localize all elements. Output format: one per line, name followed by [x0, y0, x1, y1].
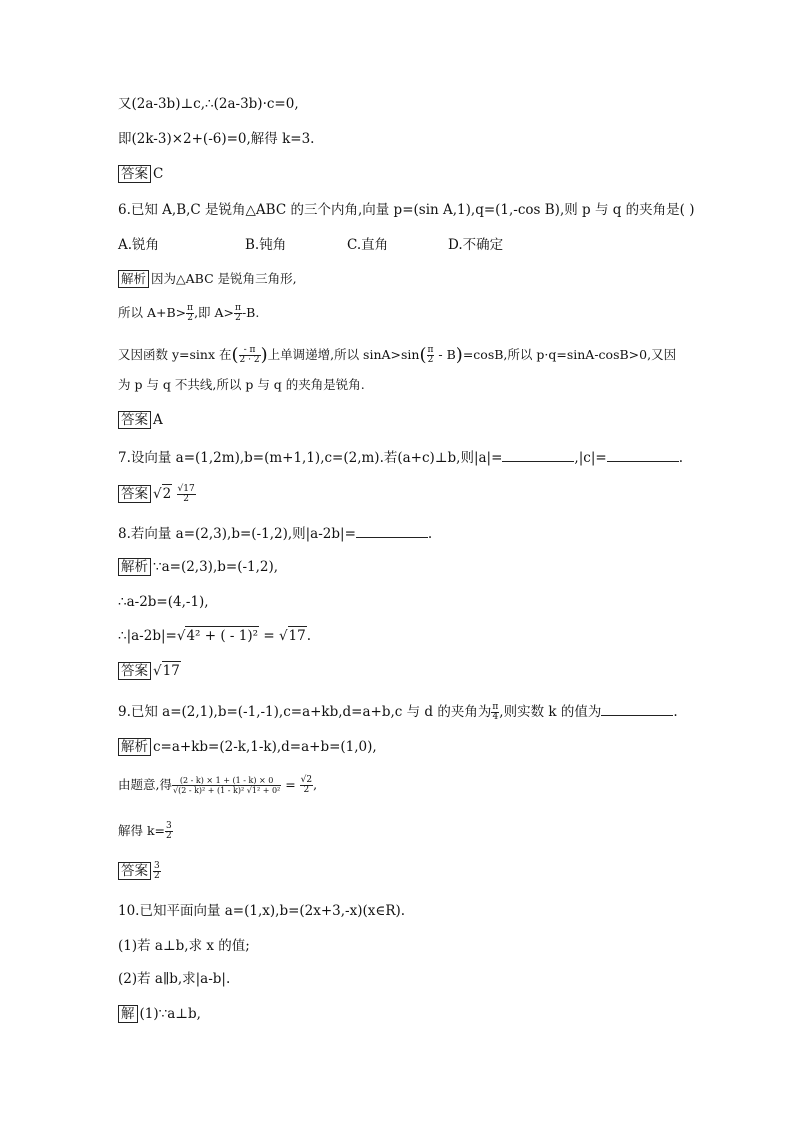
solution-line: 又(2a-3b)⊥c,∴(2a-3b)·c=0, — [118, 96, 299, 112]
denominator: 2 — [303, 785, 310, 795]
answer-row-8: 答案 √17 — [118, 661, 181, 680]
answer-label: 答案 — [118, 485, 151, 503]
text-segment: = — [259, 628, 279, 644]
radicand: 4² + ( - 1)² — [186, 628, 259, 644]
answer-row-9 — [118, 862, 161, 881]
fill-blank — [356, 525, 428, 538]
answer-label: 答案 — [118, 411, 151, 429]
solution-line: ∴|a-2b|=√4² + ( - 1)² = √17. — [118, 628, 312, 644]
text-segment: - B — [434, 347, 456, 362]
solution-line: c=a+kb=(2-k,1-k),d=a+b=(1,0), — [153, 739, 377, 755]
numerator: √2 — [300, 775, 313, 785]
text-segment: -B. — [241, 305, 260, 320]
numerator: π — [427, 345, 434, 355]
answer-label: 答案 — [118, 862, 151, 880]
numerator: (2 - k) × 1 + (1 - k) × 0 — [172, 776, 281, 786]
question-9 — [118, 703, 678, 722]
fraction — [172, 776, 281, 795]
numerator: 3 — [166, 821, 172, 831]
solution-line — [118, 776, 317, 795]
solution-row-9 — [118, 738, 377, 756]
answer-label: 答案 — [118, 165, 151, 183]
solution-label: 解析 — [118, 270, 149, 288]
text-segment: . — [673, 704, 678, 720]
numerator: π — [492, 702, 499, 712]
answer-row-7: 答案 √2 $\frac{√17}{2}$ — [118, 484, 196, 504]
numerator: - π — [239, 346, 261, 356]
text-segment: 上单调递增,所以 sinA>sin — [267, 347, 420, 362]
text-segment: 8.若向量 a=(2,3),b=(-1,2),则|a-2b|= — [118, 526, 356, 542]
denominator: 2 — [427, 355, 434, 365]
solution-line — [118, 304, 259, 323]
answer-value: 2 — [162, 486, 172, 502]
solution-line: 因为△ABC 是锐角三角形, — [151, 271, 297, 286]
text-segment: = — [281, 777, 300, 792]
option-a: A.锐角 — [118, 237, 160, 253]
fraction — [153, 862, 161, 881]
question-7 — [118, 449, 683, 467]
text-segment: , — [313, 777, 318, 792]
text-segment: =cosB,所以 p·q=sinA-cosB>0,又因 — [462, 347, 677, 362]
denominator: 2 — [235, 313, 241, 323]
fill-blank — [601, 703, 673, 716]
fraction — [239, 346, 261, 365]
solution-label: 解析 — [118, 738, 151, 756]
text-segment: . — [306, 628, 312, 644]
option-d: D.不确定 — [448, 237, 504, 253]
denominator: 2 — [187, 313, 193, 323]
denominator: 2 — [183, 494, 189, 504]
text-segment: 由题意,得 — [118, 777, 172, 792]
answer-value: 17 — [162, 663, 180, 679]
numerator: π — [235, 303, 241, 313]
option-c: C.直角 — [347, 237, 389, 253]
question-10-part-1: (1)若 a⊥b,求 x 的值; — [118, 938, 250, 954]
answer-row-5 — [118, 165, 163, 183]
denominator: 4 — [492, 712, 499, 722]
solution-line: 即(2k-3)×2+(-6)=0,解得 k=3. — [118, 131, 315, 147]
fraction: $\frac{√17}{2}$ — [177, 484, 195, 504]
solution-line: 为 p 与 q 不共线,所以 p 与 q 的夹角是锐角. — [118, 377, 365, 392]
option-b: B.钝角 — [245, 237, 287, 253]
denominator: √(2 - k)² + (1 - k)² √1² + 0² — [172, 786, 281, 795]
solution-line: ∴a-2b=(4,-1), — [118, 594, 209, 610]
solution-line — [118, 822, 173, 841]
answer-value: C — [153, 166, 164, 182]
numerator: 17 — [183, 484, 195, 494]
fraction — [300, 776, 313, 795]
numerator: 3 — [154, 861, 160, 871]
text-segment: 9.已知 a=(2,1),b=(-1,-1),c=a+kb,d=a+b,c 与 d 的夹角为 — [118, 704, 492, 720]
text-segment: 解得 k= — [118, 823, 166, 838]
text-segment: 又因函数 y=sinx 在 — [118, 347, 232, 362]
question-10-part-2: (2)若 a∥b,求|a-b|. — [118, 971, 231, 987]
fill-blank — [502, 449, 574, 462]
text-segment: ,|c|= — [574, 450, 607, 466]
text-segment: ,即 A> — [194, 305, 235, 320]
text-segment: . — [678, 450, 683, 466]
answer-label: 答案 — [118, 662, 151, 680]
denominator: 2 — [166, 831, 172, 841]
numerator: π — [187, 303, 194, 313]
solution-row-8 — [118, 558, 278, 576]
fraction — [234, 304, 242, 323]
answer-value: A — [153, 412, 163, 428]
answer-row-6 — [118, 411, 163, 429]
solution-row-10 — [118, 1005, 201, 1023]
solution-label: 解析 — [118, 558, 151, 576]
text-segment: 所以 A+B> — [118, 305, 187, 320]
solution-row-6 — [118, 270, 297, 288]
question-6: 6.已知 A,B,C 是锐角△ABC 的三个内角,向量 p=(sin A,1),q=(1,-cos B),则 p 与 q 的夹角是( ) — [118, 202, 695, 218]
solution-label: 解 — [118, 1005, 138, 1023]
text-segment: . — [427, 526, 433, 542]
fraction — [186, 304, 194, 323]
question-8 — [118, 525, 432, 543]
text-segment: ,则实数 k 的值为 — [499, 704, 602, 720]
text-segment: ∴|a-2b|= — [118, 628, 177, 644]
solution-line: (1)∵a⊥b, — [139, 1006, 201, 1022]
fraction — [165, 822, 173, 841]
question-10: 10.已知平面向量 a=(1,x),b=(2x+3,-x)(x∈R). — [118, 903, 406, 919]
solution-line: ∵a=(2,3),b=(-1,2), — [153, 559, 279, 575]
denominator: 2 · 2 — [239, 355, 260, 365]
denominator: 2 — [154, 871, 160, 881]
text-segment: 7.设向量 a=(1,2m),b=(m+1,1),c=(2,m).若(a+c)⊥b,则|a|= — [118, 450, 503, 466]
fill-blank — [607, 449, 679, 462]
solution-line: 又因函数 y=sinx 在( $\frac{- \pi}{2 \cdot 2}$ )上单调递增,所以 sinA>sin( $\frac{\pi}{2}$ - B)=cosB,所以 p·q=sinA-cosB>0,又因 — [118, 344, 677, 366]
radicand: 17 — [288, 628, 306, 644]
